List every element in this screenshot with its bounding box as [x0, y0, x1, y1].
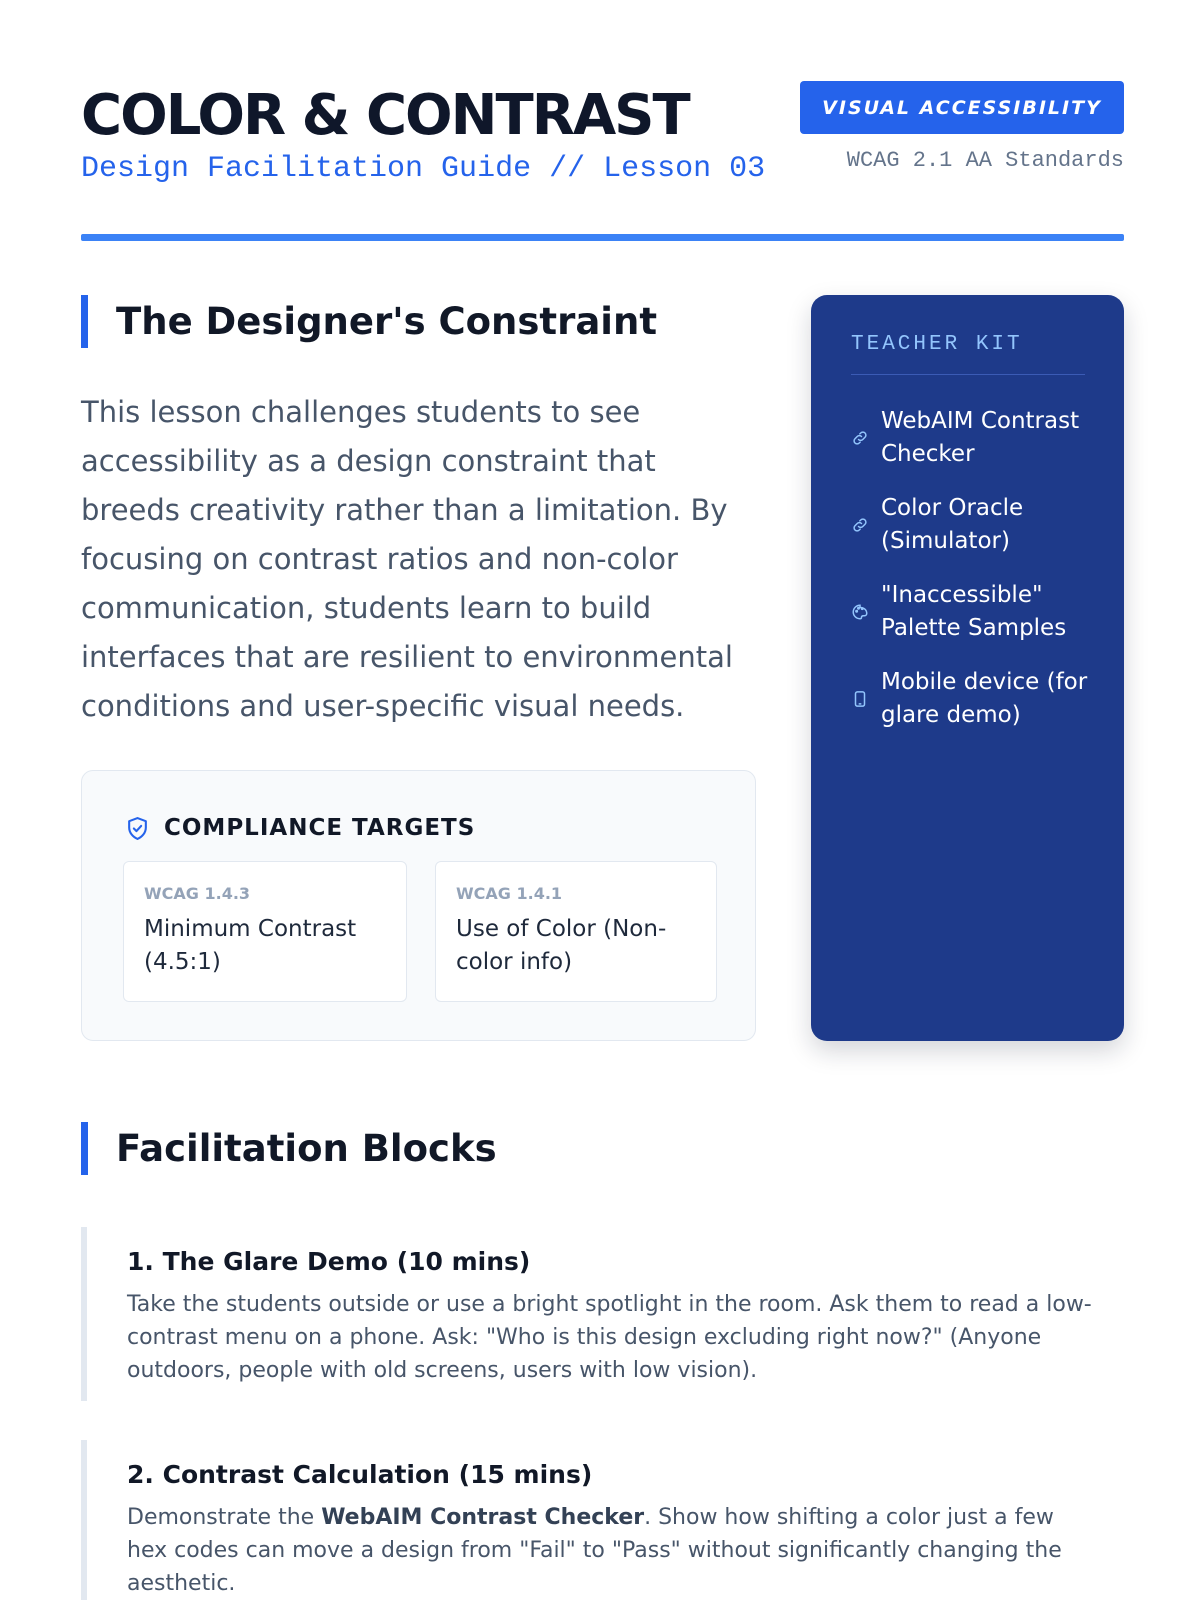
link-icon — [851, 429, 881, 447]
header-divider — [81, 234, 1124, 241]
webaim-emphasis: WebAIM Contrast Checker — [321, 1505, 645, 1530]
shield-check-icon — [125, 816, 150, 841]
intro-paragraph: This lesson challenges students to see accessibility as a design constraint that breeds creativity rather than a limitation. By focusing on contrast ratios and non-color communication, students learn to build interfaces that are resilient to environmental conditions and user-specific visual needs. — [81, 395, 733, 723]
mobile-device-icon — [851, 690, 881, 708]
target-code: WCAG 1.4.1 — [456, 884, 563, 903]
kit-item-color-oracle[interactable] — [851, 492, 1091, 558]
target-label: Minimum Contrast (4.5:1) — [144, 916, 357, 975]
kit-item-label: Color Oracle (Simulator) — [881, 495, 1024, 554]
compliance-targets-panel — [81, 770, 756, 1041]
link-icon — [851, 516, 881, 534]
facilitation-block — [81, 1227, 1124, 1401]
page-header — [81, 78, 1124, 243]
standards-label: WCAG 2.1 AA Standards — [846, 148, 1124, 173]
target-label: Use of Color (Non-color info) — [456, 916, 667, 975]
teacher-kit-title: TEACHER KIT — [851, 333, 1023, 356]
page-subtitle: Design Facilitation Guide // Lesson 03 — [81, 152, 766, 186]
teacher-kit-panel — [811, 295, 1124, 1041]
compliance-header — [125, 815, 475, 841]
block-title: 1. The Glare Demo (10 mins) — [127, 1247, 531, 1276]
compliance-title: COMPLIANCE TARGETS — [164, 815, 476, 841]
block-text: Take the students outside or use a bright spotlight in the room. Ask them to read a low-contrast menu on a phone. Ask: "Who is this design excluding right now?" (Anyone outdoors, people with old screens, users with low vision). — [127, 1292, 1092, 1383]
kit-item-label: "Inaccessible" Palette Samples — [881, 582, 1067, 641]
facilitation-heading: Facilitation Blocks — [81, 1122, 497, 1175]
kit-item-label: WebAIM Contrast Checker — [881, 408, 1080, 467]
target-card — [435, 861, 717, 1002]
target-card — [123, 861, 407, 1002]
kit-item-palette-samples[interactable] — [851, 579, 1091, 645]
kit-item-label: Mobile device (for glare demo) — [881, 669, 1088, 728]
kit-item-mobile-device[interactable] — [851, 666, 1091, 732]
block-title: 2. Contrast Calculation (15 mins) — [127, 1460, 593, 1489]
page-title: COLOR & CONTRAST — [81, 83, 689, 148]
constraint-heading: The Designer's Constraint — [81, 295, 657, 348]
teacher-kit-divider — [851, 374, 1085, 375]
category-badge: VISUAL ACCESSIBILITY — [800, 81, 1124, 134]
kit-item-webaim[interactable] — [851, 405, 1091, 471]
target-code: WCAG 1.4.3 — [144, 884, 251, 903]
palette-icon — [851, 603, 881, 621]
facilitation-block — [81, 1440, 1124, 1600]
block-text — [127, 1501, 1097, 1600]
block-text-tail: . Show how shifting a color just a few hex codes can move a design from "Fail" to "Pass" without significantly changing the aesthetic. — [127, 1505, 1062, 1596]
block-text-lead: Demonstrate the — [127, 1505, 322, 1530]
